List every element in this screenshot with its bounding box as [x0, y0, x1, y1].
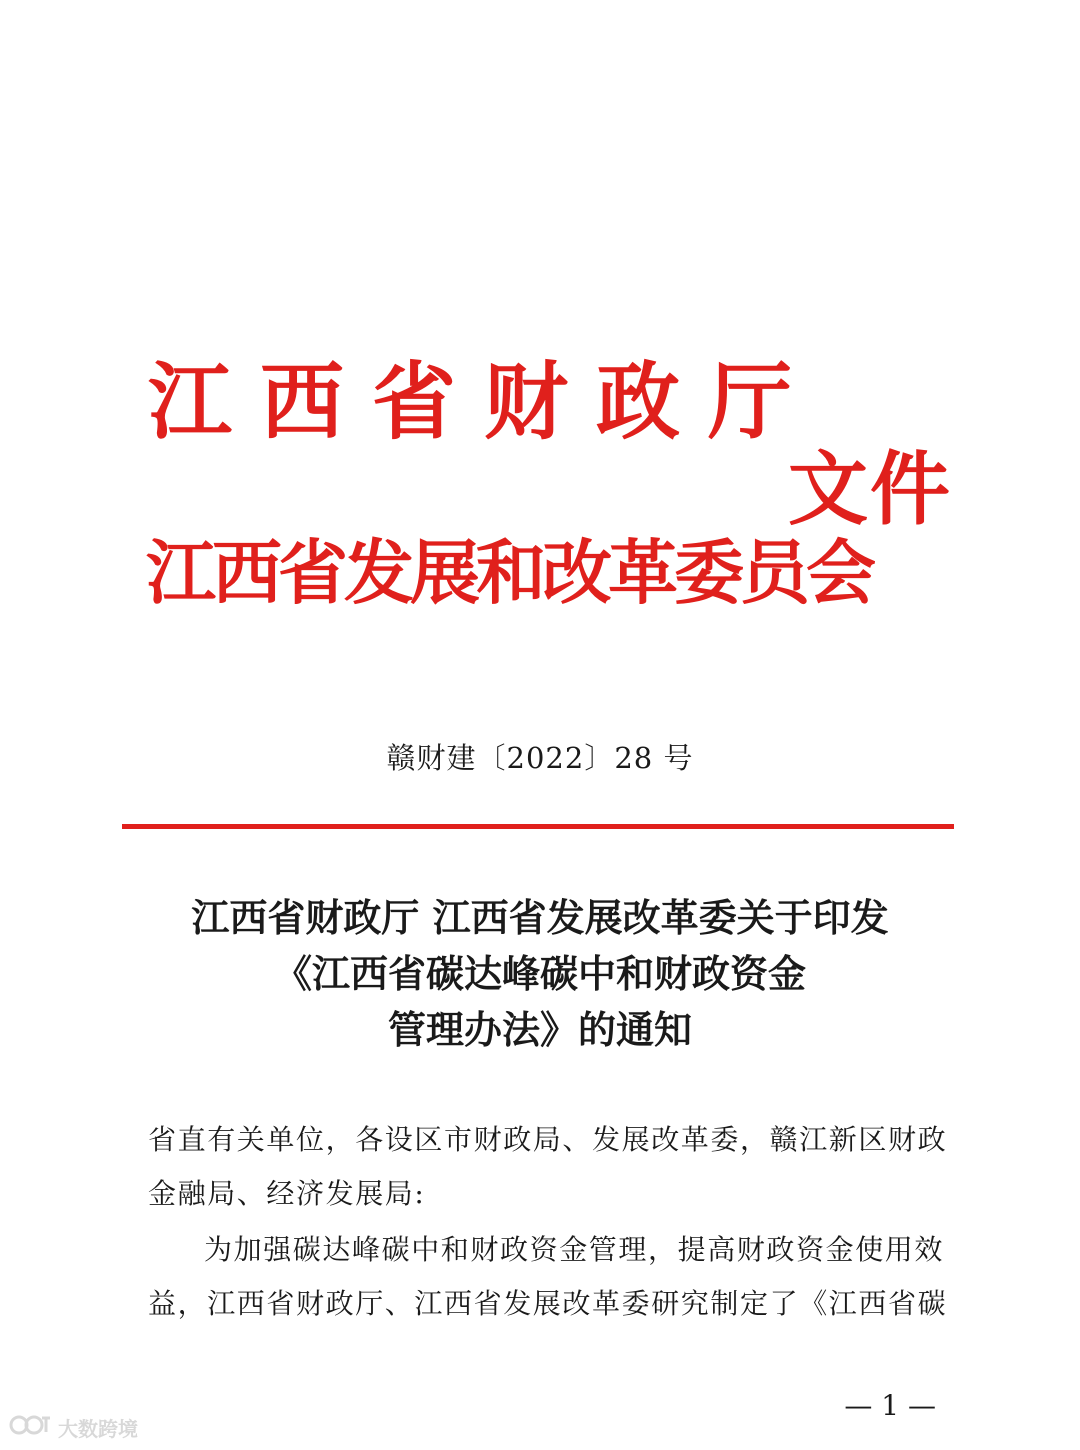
issuing-org-primary: 江西省财政厅 — [148, 353, 821, 451]
body-line-2: 金融局、经济发展局: — [148, 1177, 426, 1210]
document-title-line-2: 《江西省碳达峰碳中和财政资金 — [273, 951, 806, 996]
document-title-line-3: 管理办法》的通知 — [387, 1007, 692, 1052]
document-number: 赣财建〔2022〕28 号 — [386, 741, 694, 775]
red-divider — [122, 824, 954, 829]
watermark-logo-icon — [8, 1412, 52, 1442]
body-line-1: 省直有关单位，各设区市财政局、发展改革委，赣江新区财政 — [148, 1123, 948, 1156]
body-line-4: 益，江西省财政厅、江西省发展改革委研究制定了《江西省碳 — [148, 1287, 948, 1320]
document-title-line-1: 江西省财政厅 江西省发展改革委关于印发 — [191, 895, 889, 940]
page-number: — 1 — — [844, 1389, 936, 1422]
body-line-3: 为加强碳达峰碳中和财政资金管理，提高财政资金使用效 — [204, 1233, 945, 1266]
watermark — [8, 1412, 138, 1442]
issuing-org-secondary: 江西省发展和改革委员会 — [146, 532, 872, 614]
watermark-text: 大数跨境 — [58, 1416, 138, 1441]
document-word: 文件 — [788, 443, 952, 536]
